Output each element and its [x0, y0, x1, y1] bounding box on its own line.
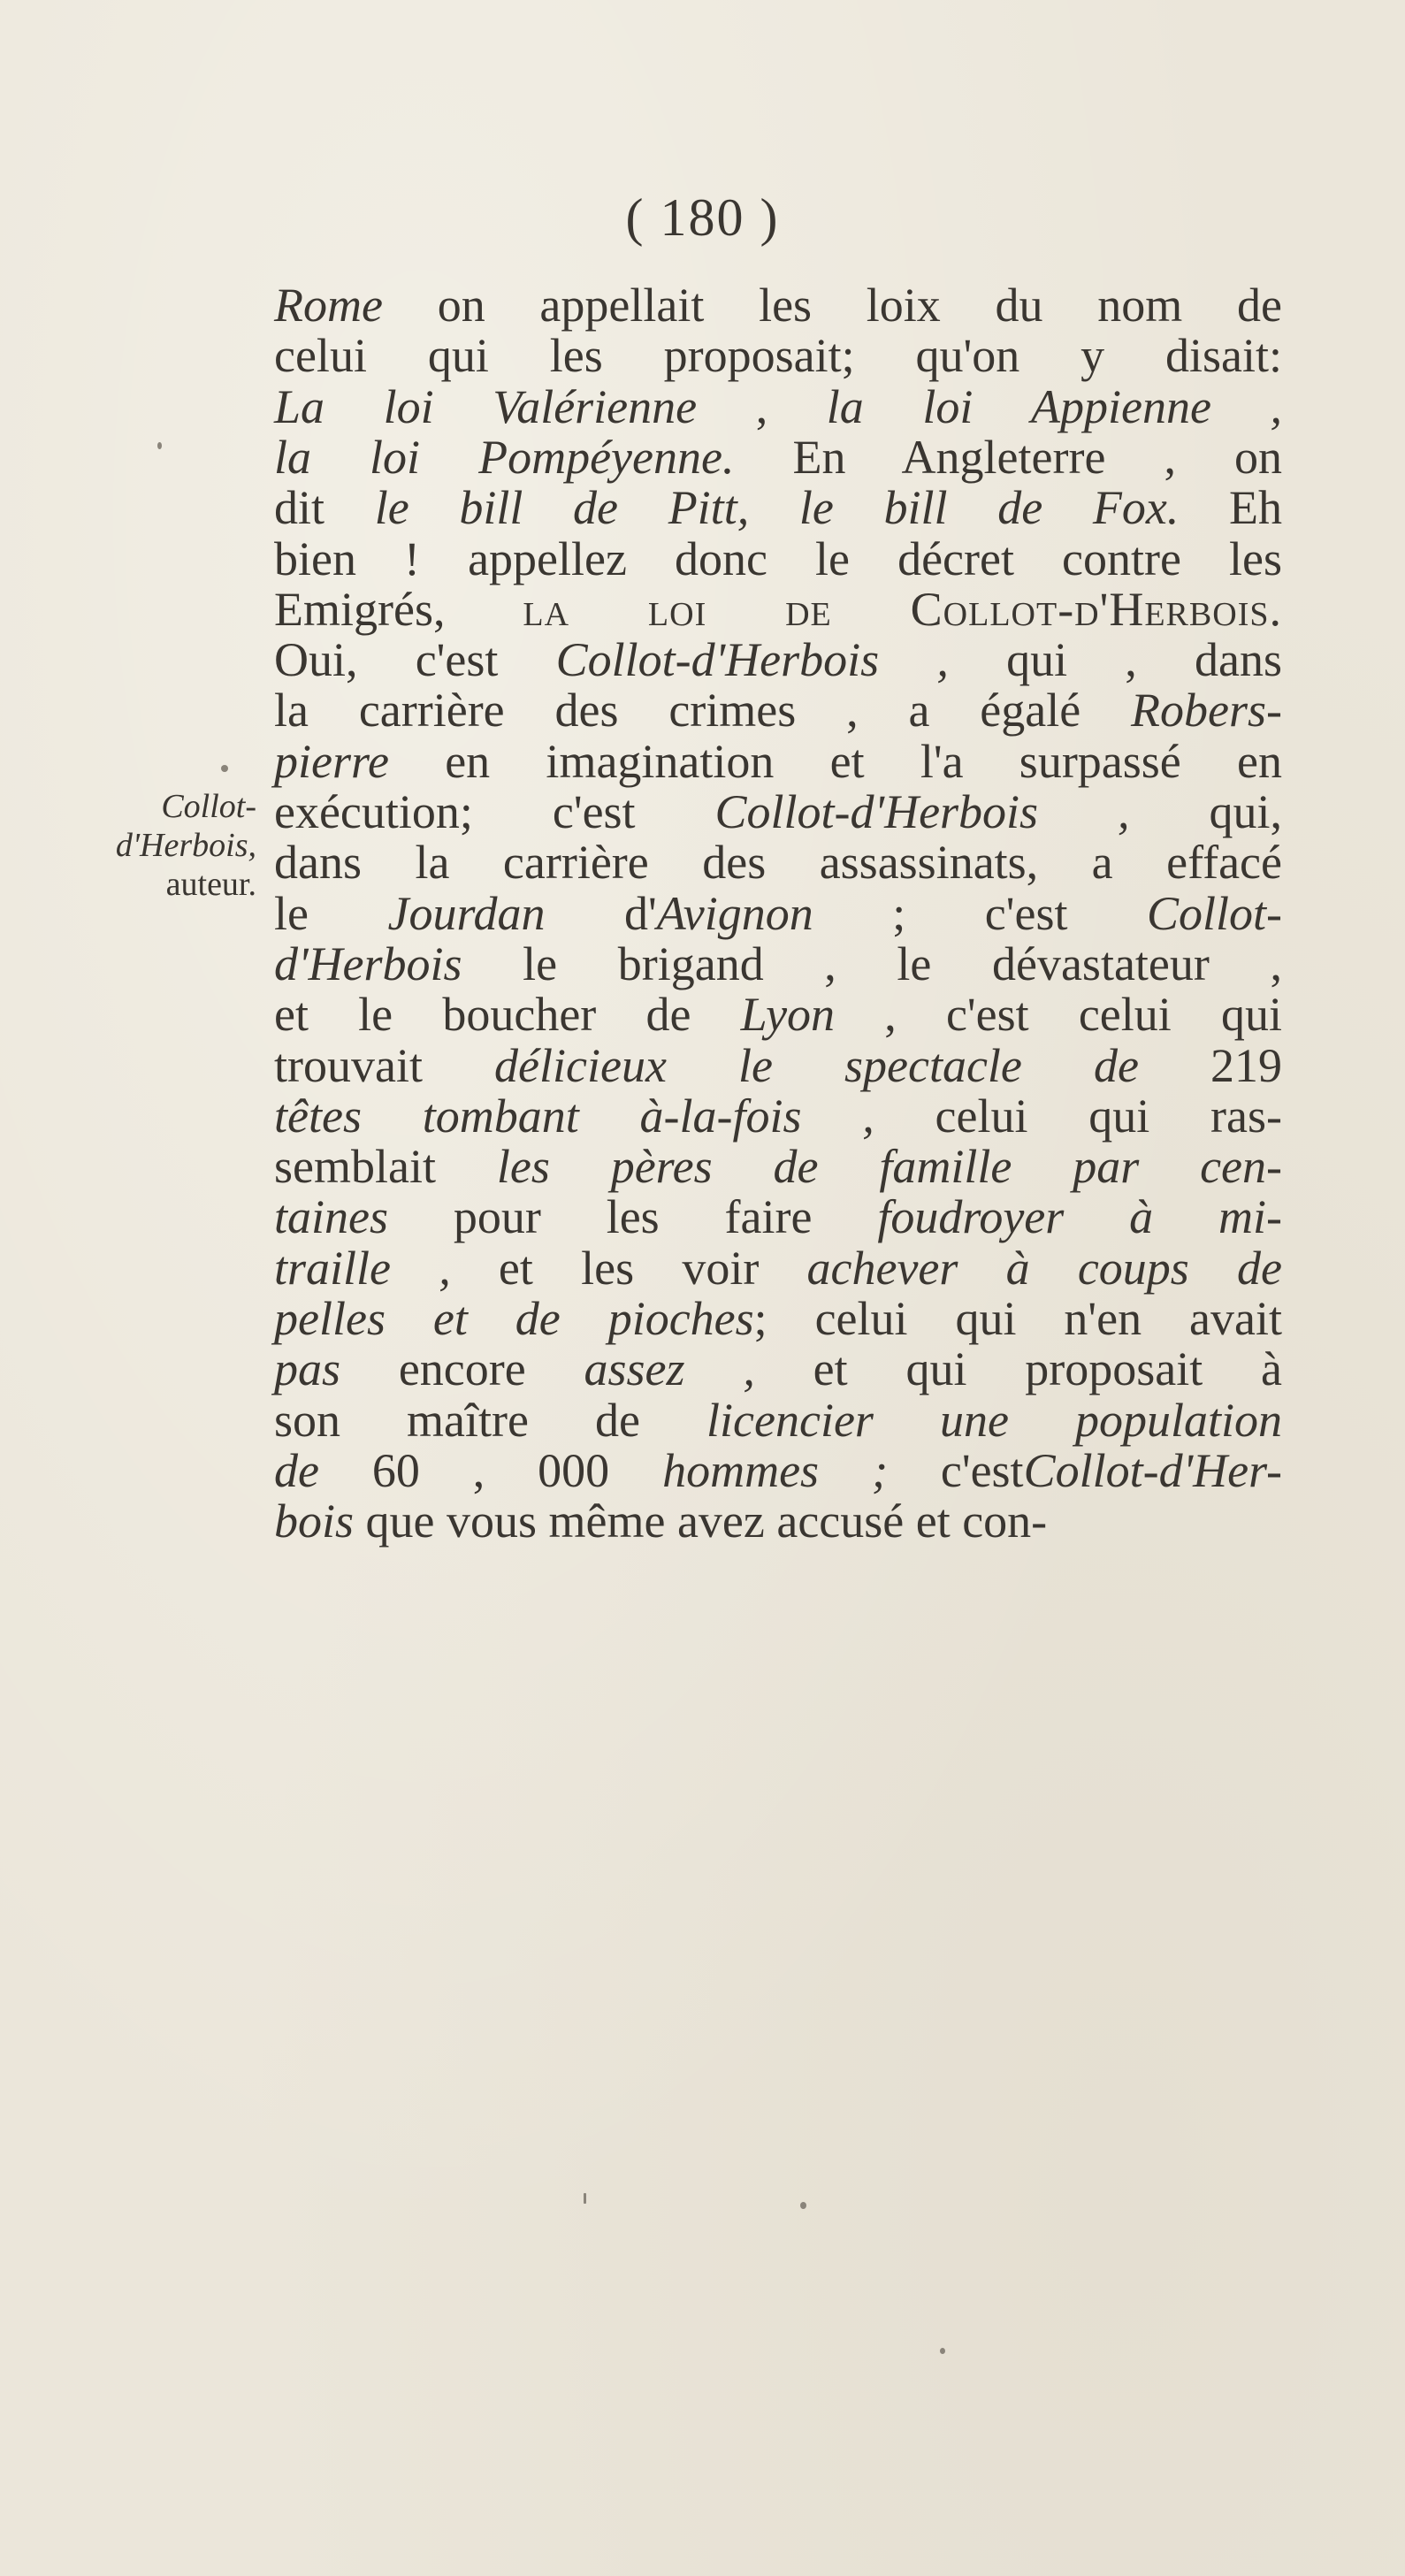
text-run: ; celui qui n'en avait — [753, 1292, 1282, 1345]
text-line — [274, 785, 1282, 838]
text-line — [274, 633, 1282, 687]
text-run: on appellait les loix du nom de — [382, 279, 1282, 332]
italic-text: bois — [274, 1494, 355, 1548]
text-line — [274, 279, 1282, 332]
italic-text: assez , — [584, 1342, 755, 1396]
italic-text: Collot-d'Her- — [1023, 1443, 1283, 1497]
text-run: et les voir — [450, 1241, 807, 1295]
text-run: son maître de — [274, 1393, 707, 1447]
italic-text: Lyon — [740, 988, 836, 1042]
text-line — [274, 1342, 1283, 1396]
italic-text: pelles et de pioches — [274, 1292, 754, 1345]
text-run: Emigrés, — [274, 582, 523, 636]
italic-text: la loi Pompéyenne. — [274, 430, 735, 484]
text-run: qui, — [1129, 785, 1282, 838]
text-run: , c'est celui qui — [835, 988, 1282, 1042]
text-line — [274, 430, 1282, 484]
text-line — [274, 936, 1282, 990]
margin-note-line: auteur. — [165, 866, 256, 903]
italic-text: foudroyer à mi- — [877, 1190, 1282, 1244]
margin-note-line: Collot- — [161, 788, 256, 825]
text-run: trouvait — [274, 1038, 495, 1092]
text-line — [274, 836, 1282, 890]
text-run: celui qui ras- — [874, 1089, 1282, 1143]
text-line — [274, 582, 1282, 636]
italic-text: traille , — [274, 1241, 451, 1295]
italic-text: Avignon — [656, 886, 813, 940]
italic-text: les pères de famille par cen- — [496, 1140, 1283, 1194]
text-line — [274, 1089, 1282, 1143]
italic-text: Collot- — [1147, 886, 1283, 940]
page-number: ( 180 ) — [625, 188, 780, 247]
text-run: exécution; c'est — [274, 785, 715, 838]
paper-speck — [221, 765, 228, 772]
text-line — [274, 379, 1282, 433]
text-line — [274, 531, 1282, 585]
text-run: dans la carrière des assassinats, a effacé — [274, 836, 1282, 890]
italic-text: le bill de Pitt, le bill de Fox. — [374, 481, 1180, 535]
text-line — [274, 1393, 1282, 1447]
text-run: en imagination et l'a surpassé en — [388, 734, 1282, 788]
margin-note-line: d'Herbois, — [115, 827, 256, 864]
text-line — [274, 1292, 1282, 1345]
text-line — [274, 734, 1282, 788]
text-run: semblait — [274, 1140, 497, 1194]
text-run: Eh — [1179, 481, 1282, 535]
text-run: ; c'est — [813, 886, 1147, 940]
italic-text: la loi Appienne , — [826, 379, 1282, 433]
text-run: et qui proposait à — [754, 1342, 1283, 1396]
text-run: dit — [274, 481, 375, 535]
italic-text: d'Herbois — [274, 936, 462, 990]
margin-note — [53, 790, 256, 906]
text-line — [274, 1241, 1282, 1295]
text-line — [274, 1494, 1282, 1548]
italic-text: têtes tombant à-la-fois , — [274, 1089, 874, 1143]
italic-text: achever à coups de — [806, 1241, 1282, 1295]
text-run: encore — [340, 1342, 584, 1396]
text-line — [274, 886, 1283, 940]
text-run: et le boucher de — [274, 988, 741, 1042]
italic-text: Collot-d'Herbois , — [714, 785, 1130, 838]
paper-speck — [800, 2202, 806, 2209]
text-run: la carrière des crimes , a égalé — [274, 684, 1132, 738]
text-run: 219 — [1138, 1038, 1282, 1092]
text-run: , — [697, 379, 827, 433]
paper-speck — [584, 2193, 586, 2204]
text-run: 60 , 000 — [318, 1443, 663, 1497]
text-line — [274, 329, 1282, 383]
text-run: le brigand , le dévastateur , — [462, 936, 1282, 990]
text-line — [274, 1190, 1282, 1244]
text-run: le — [274, 886, 388, 940]
italic-text: Robers- — [1131, 684, 1282, 738]
text-run: celui qui les proposait; qu'on y disait: — [274, 329, 1282, 383]
italic-text: licencier une population — [706, 1393, 1282, 1447]
italic-text: Collot-d'Herbois , — [555, 633, 949, 687]
italic-text: délicieux le spectacle de — [494, 1038, 1139, 1092]
text-line — [274, 1443, 1283, 1497]
italic-text: hommes ; — [662, 1443, 888, 1497]
italic-text: de — [274, 1443, 319, 1497]
text-line — [274, 684, 1282, 738]
italic-text: pierre — [274, 734, 389, 788]
text-run: pour les faire — [388, 1190, 878, 1244]
paper-speck — [157, 442, 162, 449]
text-run: qui , dans — [948, 633, 1282, 687]
text-line — [274, 481, 1282, 535]
italic-text: taines — [274, 1190, 388, 1244]
text-line — [274, 988, 1282, 1042]
text-run: d' — [545, 886, 657, 940]
text-run: que vous même avez accusé et con- — [354, 1494, 1048, 1548]
text-run: Oui, c'est — [274, 633, 556, 687]
italic-text: Jourdan — [387, 886, 546, 940]
text-run: En Angleterre , on — [734, 430, 1282, 484]
text-line — [274, 1038, 1282, 1092]
text-line — [274, 1140, 1283, 1194]
italic-text: Rome — [274, 279, 383, 332]
text-run: bien ! appellez donc le décret contre les — [274, 531, 1282, 585]
small-caps-text: la loi de Collot-d'Herbois. — [523, 582, 1282, 636]
text-run: c'est — [887, 1443, 1024, 1497]
italic-text: La loi Valérienne — [274, 379, 698, 433]
italic-text: pas — [274, 1342, 341, 1396]
paper-speck — [940, 2348, 945, 2354]
